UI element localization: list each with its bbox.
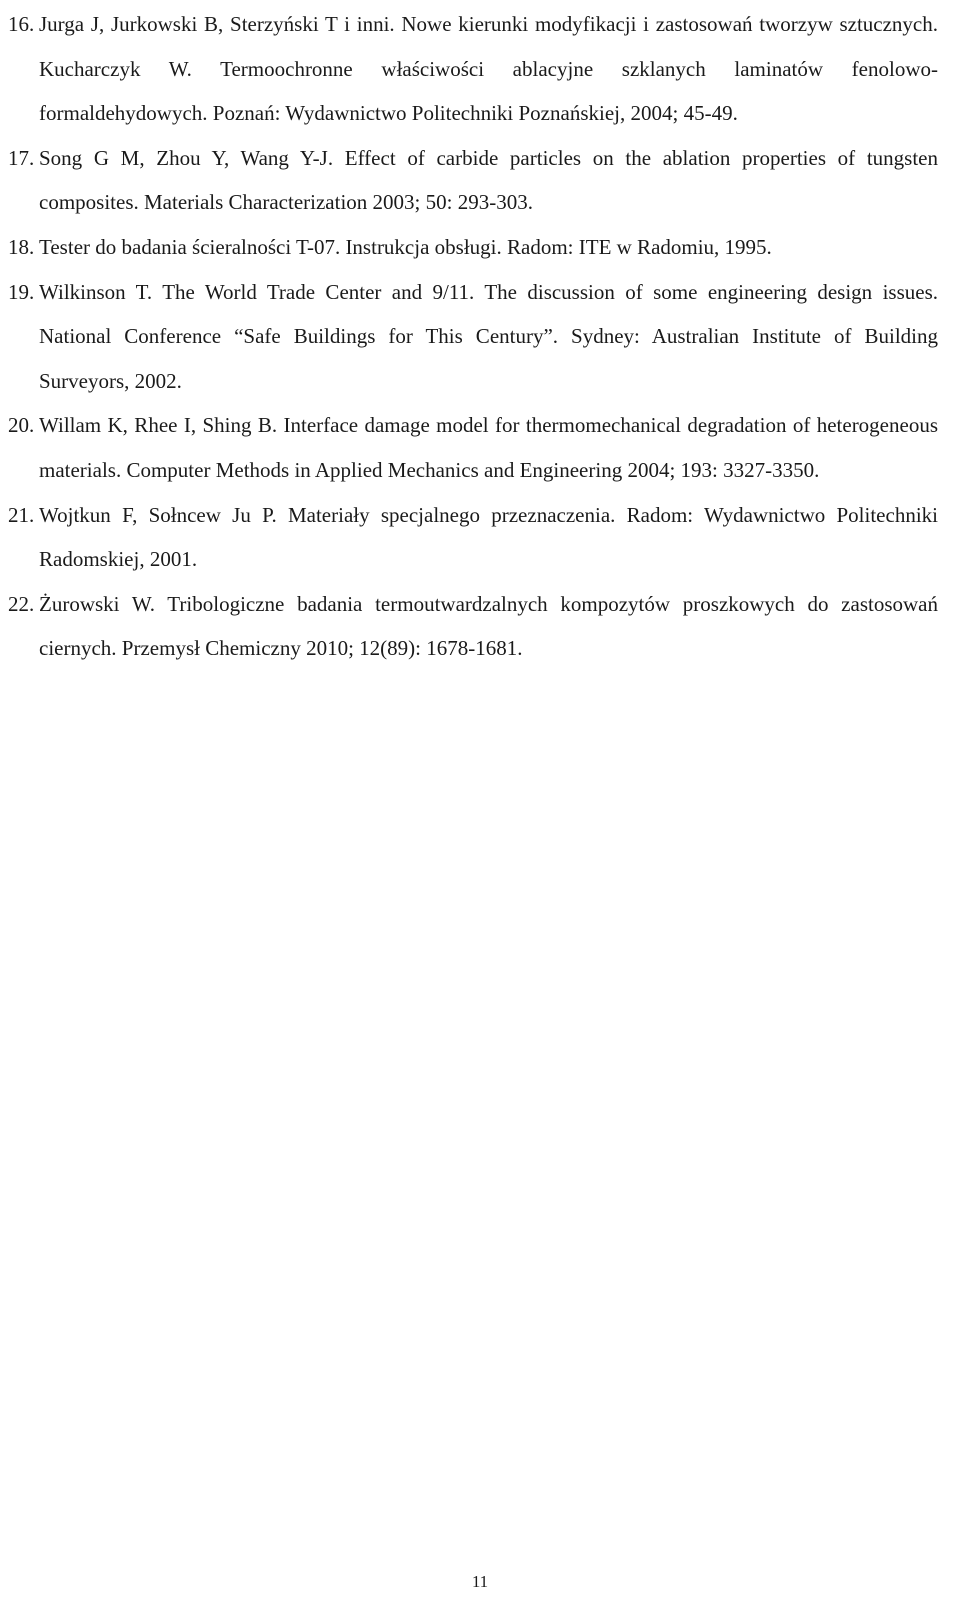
reference-item bbox=[8, 136, 938, 225]
reference-text: Żurowski W. Tribologiczne badania termoutwardzalnych kompozytów proszkowych do zastosowań ciernych. Przemysł Chemiczny 2010; 12(89): 1678-1681. bbox=[39, 591, 938, 661]
reference-item bbox=[8, 493, 938, 582]
reference-item bbox=[8, 403, 938, 492]
reference-number: 18. bbox=[8, 234, 35, 259]
reference-text: Jurga J, Jurkowski B, Sterzyński T i inni. Nowe kierunki modyfikacji i zastosowań tworzyw sztucznych. Kucharczyk W. Termoochronne właściwości ablacyjne szklanych laminatów fenolowo-formaldehydowych. Poznań: Wydawnictwo Politechniki Poznańskiej, 2004; 45-49. bbox=[39, 12, 938, 126]
reference-text: Song G M, Zhou Y, Wang Y-J. Effect of carbide particles on the ablation properties of tungsten composites. Materials Characterization 2003; 50: 293-303. bbox=[39, 145, 938, 215]
reference-text: Willam K, Rhee I, Shing B. Interface damage model for thermomechanical degradation of heterogeneous materials. Computer Methods in Applied Mechanics and Engineering 2004; 193: 3327-3350. bbox=[39, 413, 938, 482]
reference-number: 19. bbox=[8, 279, 35, 304]
reference-number: 21. bbox=[8, 502, 35, 527]
page-number: 11 bbox=[471, 1572, 489, 1591]
reference-item bbox=[8, 225, 938, 270]
reference-list bbox=[8, 2, 938, 671]
reference-text: Tester do badania ścieralności T-07. Instrukcja obsługi. Radom: ITE w Radomiu, 1995. bbox=[39, 234, 772, 259]
reference-item bbox=[8, 270, 938, 404]
reference-number: 20. bbox=[8, 413, 35, 438]
reference-number: 16. bbox=[8, 12, 35, 36]
reference-item bbox=[8, 582, 938, 671]
reference-number: 22. bbox=[8, 591, 35, 616]
reference-text: Wojtkun F, Sołncew Ju P. Materiały specjalnego przeznaczenia. Radom: Wydawnictwo Politechniki Radomskiej, 2001. bbox=[39, 502, 938, 572]
reference-number: 17. bbox=[8, 145, 35, 170]
reference-item bbox=[8, 2, 938, 136]
reference-text: Wilkinson T. The World Trade Center and 9/11. The discussion of some engineering design issues. National Conference “Safe Buildings for This Century”. Sydney: Australian Institute of Building Surveyors, 2002. bbox=[39, 279, 938, 393]
